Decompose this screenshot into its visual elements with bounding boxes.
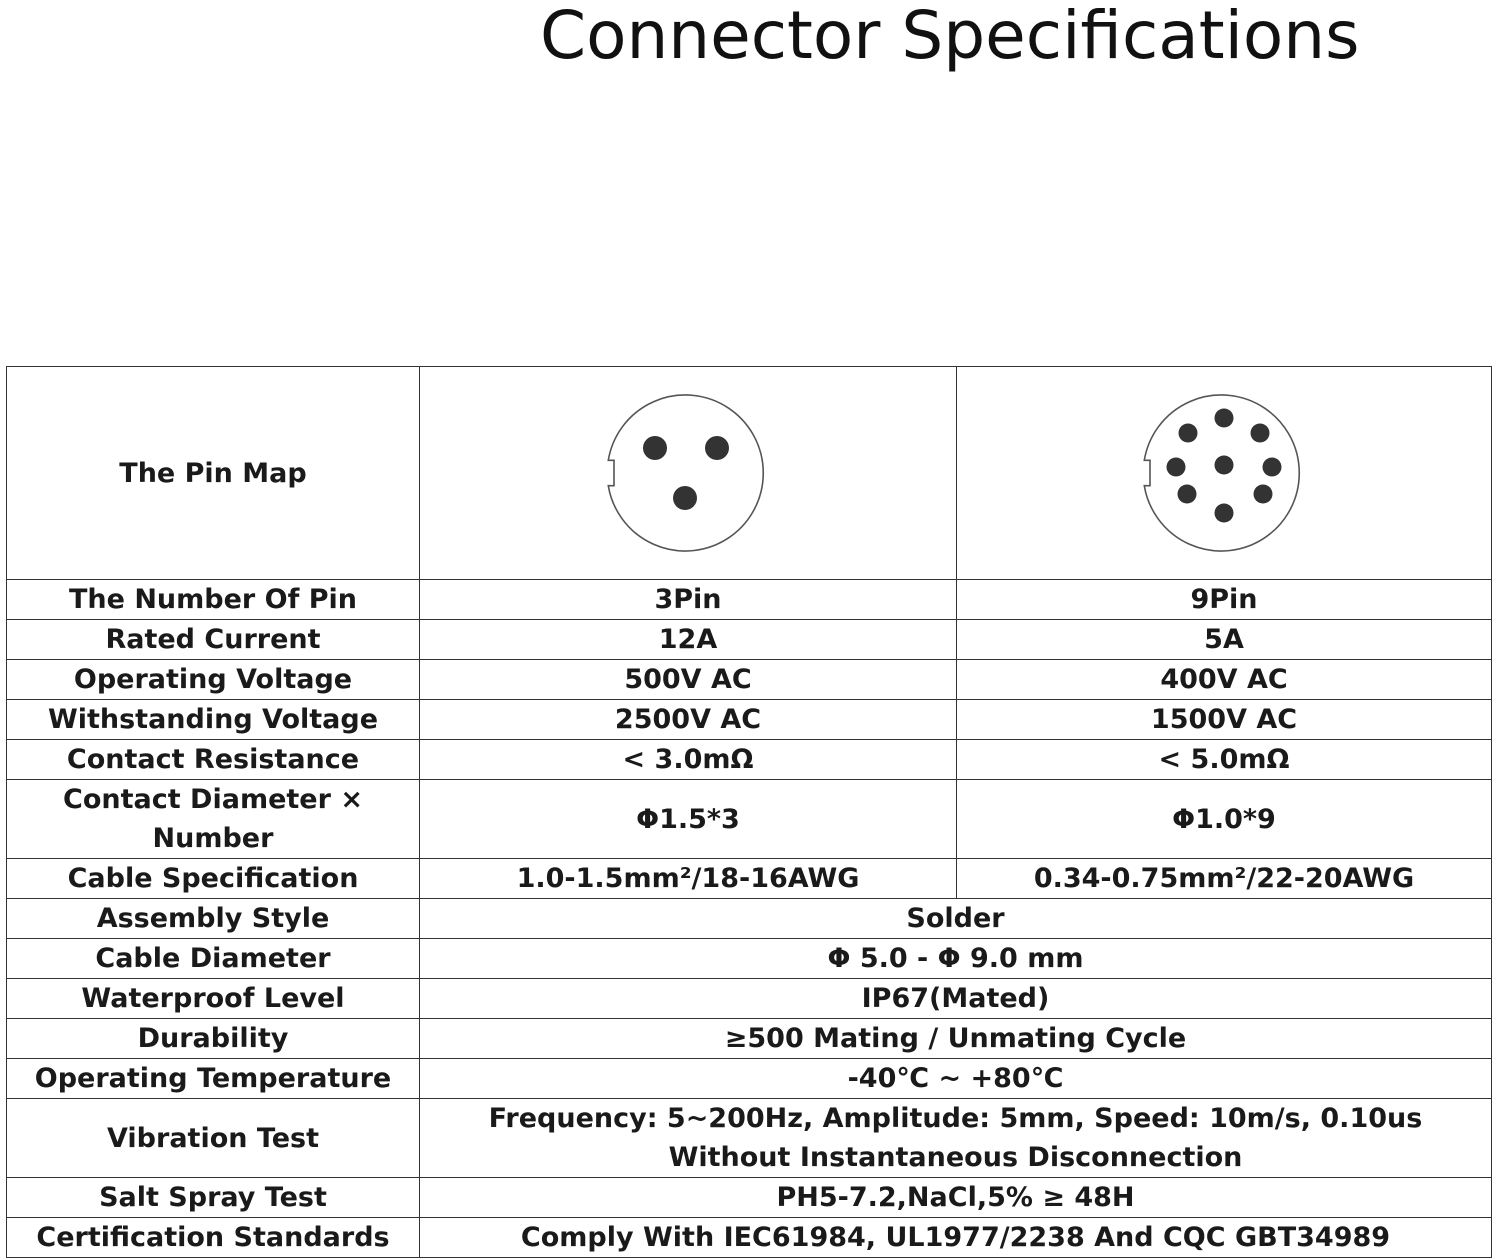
pin-contact <box>1215 504 1234 523</box>
value-9pin: 0.34-0.75mm²/22-20AWG <box>957 859 1492 899</box>
row-label: Cable Diameter <box>7 939 420 979</box>
value-9pin: 1500V AC <box>957 700 1492 740</box>
table-row <box>7 1099 1492 1178</box>
row-label: Durability <box>7 1019 420 1059</box>
row-label: Withstanding Voltage <box>7 700 420 740</box>
table-row <box>7 700 1492 740</box>
table-row <box>7 939 1492 979</box>
table-row <box>7 979 1492 1019</box>
table-row <box>7 580 1492 620</box>
pin-contact <box>1167 458 1186 477</box>
row-label: Cable Specification <box>7 859 420 899</box>
table-row <box>7 859 1492 899</box>
pin-map-9pin-cell <box>957 367 1492 580</box>
pin-map-3pin-cell <box>420 367 957 580</box>
shared-value: Frequency: 5~200Hz, Amplitude: 5mm, Speed: 10m/s, 0.10us Without Instantaneous Disconnection <box>420 1099 1492 1178</box>
pin-contact <box>673 486 697 510</box>
table-row <box>7 899 1492 939</box>
shared-value: IP67(Mated) <box>420 979 1492 1019</box>
table-row <box>7 1218 1492 1258</box>
shared-value: Comply With IEC61984, UL1977/2238 And CQC GBT34989 <box>420 1218 1492 1258</box>
value-3pin: 500V AC <box>420 660 957 700</box>
table-row <box>7 780 1492 859</box>
pin-map-row <box>7 367 1492 580</box>
row-label: Salt Spray Test <box>7 1178 420 1218</box>
row-label: Contact Resistance <box>7 740 420 780</box>
row-label: Assembly Style <box>7 899 420 939</box>
value-9pin: < 5.0mΩ <box>957 740 1492 780</box>
pin-contact <box>1254 485 1273 504</box>
table-row <box>7 1019 1492 1059</box>
row-label: Vibration Test <box>7 1099 420 1178</box>
table-row <box>7 1059 1492 1099</box>
page-title: Connector Specifications <box>540 0 1360 74</box>
pin-contact <box>643 436 667 460</box>
table-row <box>7 620 1492 660</box>
value-3pin: 12A <box>420 620 957 660</box>
pin-contact <box>1263 458 1282 477</box>
pin-map-label: The Pin Map <box>7 367 420 580</box>
shared-value: Solder <box>420 899 1492 939</box>
table-row <box>7 1178 1492 1218</box>
row-label: Operating Temperature <box>7 1059 420 1099</box>
pin-map-9pin-icon <box>1139 388 1309 558</box>
shared-value: PH5-7.2,NaCl,5% ≥ 48H <box>420 1178 1492 1218</box>
table-row <box>7 740 1492 780</box>
value-9pin: 9Pin <box>957 580 1492 620</box>
value-9pin: 5A <box>957 620 1492 660</box>
pin-contact <box>705 436 729 460</box>
shared-value: ≥500 Mating / Unmating Cycle <box>420 1019 1492 1059</box>
pin-contact <box>1178 485 1197 504</box>
pin-contact <box>1251 424 1270 443</box>
value-3pin: < 3.0mΩ <box>420 740 957 780</box>
shared-value: -40℃ ~ +80℃ <box>420 1059 1492 1099</box>
row-label: Operating Voltage <box>7 660 420 700</box>
row-label: Certification Standards <box>7 1218 420 1258</box>
value-9pin: Φ1.0*9 <box>957 780 1492 859</box>
table-row <box>7 660 1492 700</box>
value-3pin: 3Pin <box>420 580 957 620</box>
row-label: Contact Diameter × Number <box>7 780 420 859</box>
row-label: The Number Of Pin <box>7 580 420 620</box>
pin-contact <box>1215 409 1234 428</box>
pin-contact <box>1215 456 1234 475</box>
value-3pin: 1.0-1.5mm²/18-16AWG <box>420 859 957 899</box>
row-label: Rated Current <box>7 620 420 660</box>
spec-table <box>6 366 1492 1258</box>
value-3pin: Φ1.5*3 <box>420 780 957 859</box>
value-9pin: 400V AC <box>957 660 1492 700</box>
value-3pin: 2500V AC <box>420 700 957 740</box>
row-label: Waterproof Level <box>7 979 420 1019</box>
pin-contact <box>1179 424 1198 443</box>
shared-value: Φ 5.0 - Φ 9.0 mm <box>420 939 1492 979</box>
pin-map-3pin-icon <box>603 388 773 558</box>
